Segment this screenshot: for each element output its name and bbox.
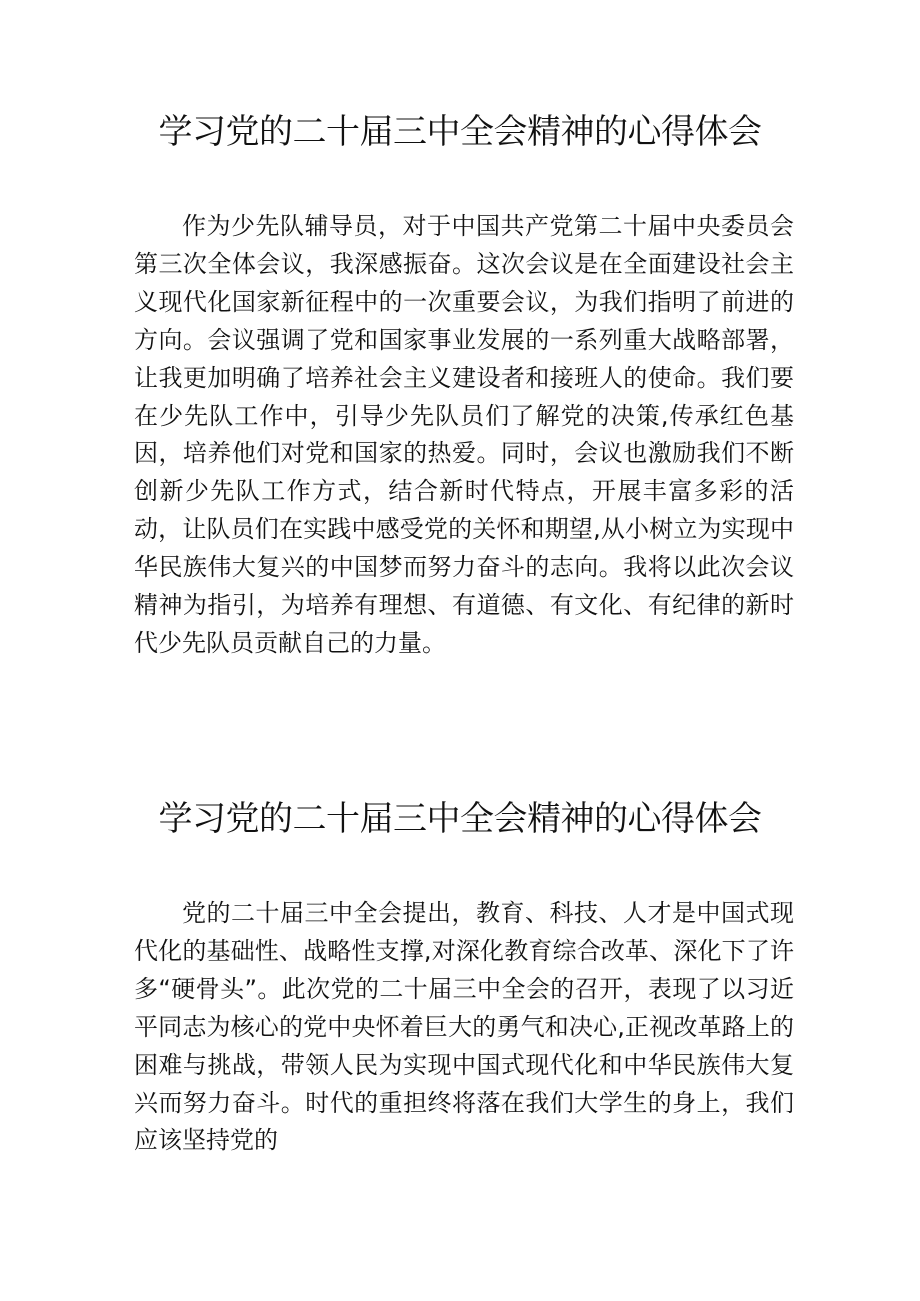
article-body-2: 党的二十届三中全会提出，教育、科技、人才是中国式现代化的基础性、战略性支撑,对深化教育综合改革、深化下了许多“硬骨头”。此次党的二十届三中全会的召开，表现了以习近平同志为核心的党中央怀着巨大的勇气和决心,正视改革路上的困难与挑战，带领人民为实现中国式现代化和中华民族伟大复兴而努力奋斗。时代的重担终将落在我们大学生的身上，我们应该坚持党的 <box>134 899 794 1155</box>
article-title-2: 学习党的二十届三中全会精神的心得体会 <box>158 799 762 839</box>
article-body-1: 作为少先队辅导员，对于中国共产党第二十届中央委员会第三次全体会议，我深感振奋。这次会议是在全面建设社会主义现代化国家新征程中的一次重要会议，为我们指明了前进的方向。会议强调了党和国家事业发展的一系列重大战略部署，让我更加明确了培养社会主义建设者和接班人的使命。我们要在少先队工作中，引导少先队员们了解党的决策,传承红色基因，培养他们对党和国家的热爱。同时，会议也激励我们不断创新少先队工作方式，结合新时代特点，开展丰富多彩的活动，让队员们在实践中感受党的关怀和期望,从小树立为实现中华民族伟大复兴的中国梦而努力奋斗的志向。我将以此次会议精神为指引，为培养有理想、有道德、有文化、有纪律的新时代少先队员贡献自己的力量。 <box>134 212 794 657</box>
article-title-1: 学习党的二十届三中全会精神的心得体会 <box>158 112 762 152</box>
